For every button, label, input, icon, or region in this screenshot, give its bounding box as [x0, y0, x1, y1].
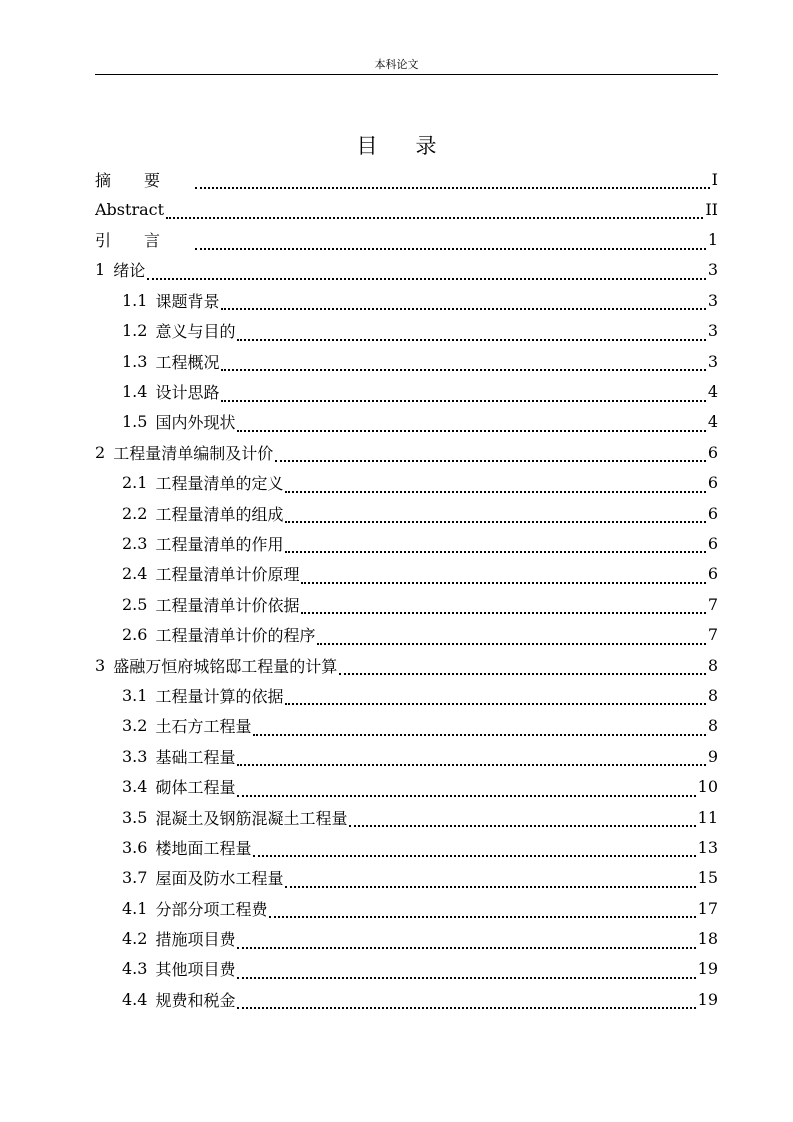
- toc-entry-page: 13: [697, 837, 718, 857]
- toc-entry-number: 2.4: [122, 564, 148, 584]
- toc-entry-page: 11: [697, 807, 718, 827]
- toc-entry-label: 基础工程量: [155, 747, 236, 767]
- toc-dot-leader: [285, 481, 705, 493]
- toc-dot-leader: [285, 541, 705, 553]
- toc-entry[interactable]: [95, 650, 718, 680]
- toc-entry-page: 15: [697, 868, 718, 888]
- toc-entry-number: 3.5: [122, 807, 148, 827]
- toc-entry[interactable]: [95, 164, 718, 194]
- header-rule: [95, 74, 718, 75]
- toc-entry-page: 10: [697, 777, 718, 797]
- toc-dot-leader: [221, 298, 705, 310]
- toc-entry-number: 3.6: [122, 837, 148, 857]
- toc-entry-number: 1: [95, 260, 106, 280]
- toc-entry[interactable]: [95, 832, 718, 862]
- toc-dot-leader: [237, 420, 705, 432]
- toc-dot-leader: [285, 511, 705, 523]
- toc-entry-page: 3: [707, 321, 718, 341]
- toc-entry-page: 8: [707, 655, 718, 675]
- toc-entry-label: 工程概况: [155, 352, 220, 372]
- toc-entry-number: 3: [95, 655, 106, 675]
- toc-entry-label: 意义与目的: [155, 322, 236, 342]
- toc-entry-label: 绪论: [113, 261, 146, 281]
- toc-entry-page: 3: [707, 351, 718, 371]
- table-of-contents: [95, 164, 718, 1015]
- toc-entry-label: 盛融万恒府城铭邸工程量的计算: [113, 656, 338, 676]
- toc-entry[interactable]: [95, 680, 718, 710]
- toc-entry-page: 8: [707, 716, 718, 736]
- toc-entry-number: 2.6: [122, 625, 148, 645]
- toc-entry[interactable]: [95, 468, 718, 498]
- toc-entry-label: 砌体工程量: [155, 778, 236, 798]
- toc-entry-page: 7: [707, 625, 718, 645]
- toc-entry-number: 3.7: [122, 868, 148, 888]
- toc-entry-number: 2.3: [122, 533, 148, 553]
- toc-entry-page: 6: [707, 442, 718, 462]
- toc-dot-leader: [285, 693, 705, 705]
- toc-entry[interactable]: [95, 893, 718, 923]
- toc-entry-number: 4.3: [122, 959, 148, 979]
- toc-entry-label: Abstract: [95, 199, 165, 219]
- toc-entry-label: 工程量清单编制及计价: [113, 443, 274, 463]
- toc-dot-leader: [237, 937, 695, 949]
- toc-dot-leader: [339, 663, 706, 675]
- toc-dot-leader: [301, 572, 705, 584]
- toc-entry-page: 19: [697, 989, 718, 1009]
- toc-entry-label: 楼地面工程量: [155, 838, 252, 858]
- toc-entry[interactable]: [95, 711, 718, 741]
- toc-entry-page: 18: [697, 929, 718, 949]
- toc-entry-label: 设计思路: [155, 383, 220, 403]
- toc-entry[interactable]: [95, 285, 718, 315]
- toc-dot-leader: [269, 906, 695, 918]
- toc-dot-leader: [285, 876, 695, 888]
- toc-entry[interactable]: [95, 376, 718, 406]
- toc-entry[interactable]: [95, 346, 718, 376]
- toc-dot-leader: [317, 633, 705, 645]
- toc-dot-leader: [253, 845, 695, 857]
- toc-dot-leader: [237, 754, 705, 766]
- toc-entry-number: 2.5: [122, 594, 148, 614]
- toc-entry[interactable]: [95, 407, 718, 437]
- toc-entry[interactable]: [95, 771, 718, 801]
- toc-dot-leader: [195, 177, 710, 189]
- toc-entry-number: 2.1: [122, 473, 148, 493]
- page-header: 本科论文: [374, 58, 419, 71]
- toc-entry-label: 工程量计算的依据: [155, 686, 284, 706]
- toc-entry[interactable]: [95, 619, 718, 649]
- toc-entry-page: 6: [707, 473, 718, 493]
- toc-dot-leader: [221, 390, 705, 402]
- toc-entry-number: 3.4: [122, 777, 148, 797]
- toc-entry[interactable]: [95, 194, 718, 224]
- toc-entry[interactable]: [95, 802, 718, 832]
- toc-dot-leader: [237, 329, 705, 341]
- toc-dot-leader: [253, 724, 705, 736]
- toc-entry-label: 摘要: [95, 170, 194, 190]
- toc-entry-number: 4.2: [122, 929, 148, 949]
- toc-dot-leader: [349, 815, 695, 827]
- toc-entry-number: 2: [95, 442, 106, 462]
- toc-title: 目录: [356, 134, 475, 158]
- toc-entry[interactable]: [95, 528, 718, 558]
- toc-entry-number: 1.4: [122, 382, 148, 402]
- toc-entry[interactable]: [95, 437, 718, 467]
- toc-entry-label: 其他项目费: [155, 960, 236, 980]
- toc-entry[interactable]: [95, 984, 718, 1014]
- toc-entry-page: II: [705, 199, 718, 219]
- toc-entry-label: 工程量清单计价依据: [155, 595, 300, 615]
- toc-entry-label: 工程量清单的定义: [155, 474, 284, 494]
- toc-entry-number: 3.2: [122, 716, 148, 736]
- toc-dot-leader: [237, 785, 695, 797]
- toc-entry-label: 引言: [95, 231, 194, 251]
- toc-entry-page: 3: [707, 290, 718, 310]
- toc-entry-label: 分部分项工程费: [155, 899, 268, 919]
- toc-entry-label: 课题背景: [155, 291, 220, 311]
- toc-dot-leader: [301, 602, 705, 614]
- toc-entry-number: 3.3: [122, 746, 148, 766]
- toc-entry-label: 规费和税金: [155, 990, 236, 1010]
- toc-entry-number: 3.1: [122, 685, 148, 705]
- toc-entry-page: 4: [707, 382, 718, 402]
- toc-entry[interactable]: [95, 498, 718, 528]
- toc-dot-leader: [275, 450, 706, 462]
- toc-entry-label: 国内外现状: [155, 413, 236, 433]
- toc-entry-page: 3: [707, 260, 718, 280]
- toc-dot-leader: [237, 967, 695, 979]
- toc-entry-page: 4: [707, 412, 718, 432]
- toc-entry-page: 6: [707, 533, 718, 553]
- toc-entry[interactable]: [95, 559, 718, 589]
- toc-dot-leader: [166, 207, 703, 219]
- toc-entry-label: 工程量清单计价原理: [155, 565, 300, 585]
- toc-dot-leader: [237, 997, 695, 1009]
- toc-entry-page: 1: [707, 230, 718, 250]
- toc-entry-page: 19: [697, 959, 718, 979]
- toc-entry[interactable]: [95, 589, 718, 619]
- toc-entry-page: 9: [707, 746, 718, 766]
- toc-entry[interactable]: [95, 224, 718, 254]
- toc-dot-leader: [195, 238, 706, 250]
- toc-entry-number: 1.5: [122, 412, 148, 432]
- toc-entry-label: 工程量清单的作用: [155, 534, 284, 554]
- toc-entry[interactable]: [95, 954, 718, 984]
- toc-entry[interactable]: [95, 255, 718, 285]
- toc-entry-number: 1.2: [122, 321, 148, 341]
- toc-entry-page: 7: [707, 594, 718, 614]
- toc-entry[interactable]: [95, 923, 718, 953]
- toc-entry[interactable]: [95, 741, 718, 771]
- toc-entry[interactable]: [95, 316, 718, 346]
- toc-entry-number: 1.1: [122, 290, 148, 310]
- toc-entry-label: 措施项目费: [155, 930, 236, 950]
- toc-entry[interactable]: [95, 863, 718, 893]
- toc-dot-leader: [221, 359, 705, 371]
- toc-entry-page: 8: [707, 685, 718, 705]
- toc-entry-label: 混凝土及钢筋混凝土工程量: [155, 808, 348, 828]
- toc-entry-label: 土石方工程量: [155, 717, 252, 737]
- toc-entry-page: I: [711, 169, 718, 189]
- toc-entry-page: 6: [707, 564, 718, 584]
- toc-entry-number: 4.1: [122, 898, 148, 918]
- toc-entry-number: 4.4: [122, 989, 148, 1009]
- toc-entry-number: 1.3: [122, 351, 148, 371]
- toc-entry-label: 屋面及防水工程量: [155, 869, 284, 889]
- toc-entry-page: 17: [697, 898, 718, 918]
- toc-entry-page: 6: [707, 503, 718, 523]
- toc-entry-label: 工程量清单计价的程序: [155, 626, 316, 646]
- toc-dot-leader: [147, 268, 706, 280]
- toc-entry-number: 2.2: [122, 503, 148, 523]
- toc-entry-label: 工程量清单的组成: [155, 504, 284, 524]
